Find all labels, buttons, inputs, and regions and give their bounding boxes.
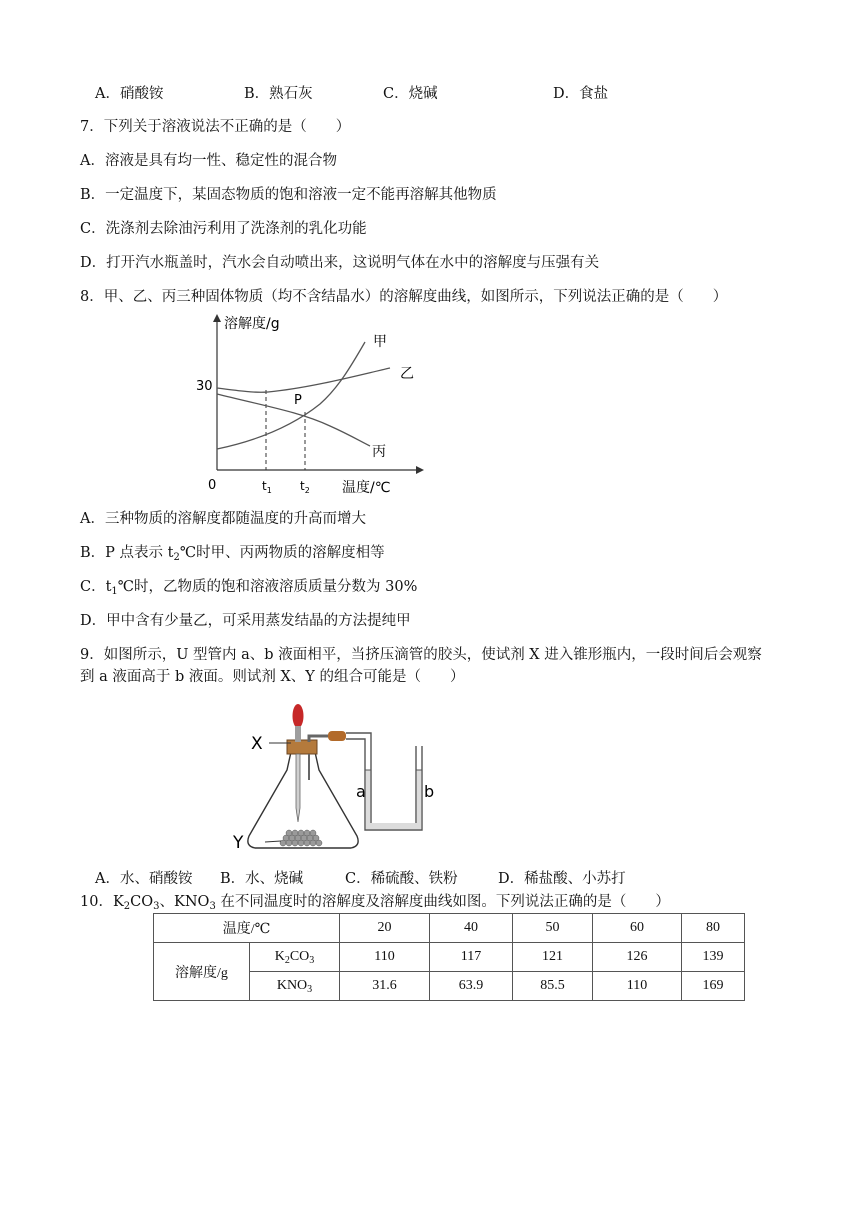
solubility-curve-graph bbox=[180, 312, 430, 502]
value-cell: 126 bbox=[593, 943, 682, 972]
label-y: Y bbox=[233, 833, 244, 853]
label-a: a bbox=[356, 782, 366, 801]
q10-stem: 10．$K_2CO_3$、$KNO_3$ 在不同温度时的溶解度及溶解度曲线如图。下列说法正确的是（ ） bbox=[80, 894, 670, 912]
q7-option-c: C．洗涤剂去除油污利用了洗涤剂的乳化功能 bbox=[80, 221, 367, 237]
q8-option-a: A．三种物质的溶解度都随温度的升高而增大 bbox=[80, 511, 366, 527]
t2-label: $t_2$ bbox=[300, 479, 310, 495]
q8-option-d: D．甲中含有少量乙，可采用蒸发结晶的方法提纯甲 bbox=[80, 613, 411, 629]
substance-kno3: $KNO_3$ bbox=[250, 972, 340, 1001]
x-axis-label: 温度/℃ bbox=[342, 480, 391, 496]
value-cell: 139 bbox=[682, 943, 745, 972]
q9-stem-line2: 到 a 液面高于 b 液面。则试剂 X、Y 的组合可能是（ ） bbox=[80, 669, 465, 685]
temp-cell: 80 bbox=[682, 914, 745, 943]
q9-option-a: A．水、硝酸铵 bbox=[95, 871, 193, 887]
q6-option-a: A．硝酸铵 bbox=[95, 86, 164, 102]
q8-option-c: C．$t_1℃$时，乙物质的饱和溶液溶质质量分数为 30% bbox=[80, 579, 418, 597]
y-axis-arrow bbox=[213, 314, 221, 322]
table-row-temperature bbox=[154, 914, 745, 943]
label-bing: 丙 bbox=[372, 444, 386, 460]
value-cell: 85.5 bbox=[513, 972, 593, 1001]
q6-option-d: D．食盐 bbox=[553, 86, 609, 102]
temp-cell: 40 bbox=[430, 914, 513, 943]
value-cell: 110 bbox=[593, 972, 682, 1001]
u-tube-outer bbox=[346, 733, 416, 824]
temp-cell: 20 bbox=[340, 914, 430, 943]
q7-option-d: D．打开汽水瓶盖时，汽水会自动喷出来，这说明气体在水中的溶解度与压强有关 bbox=[80, 255, 600, 271]
q7-stem: 7．下列关于溶液说法不正确的是（ ） bbox=[80, 119, 351, 135]
dropper-neck bbox=[295, 726, 301, 742]
label-jia: 甲 bbox=[373, 334, 387, 350]
label-yi: 乙 bbox=[400, 366, 414, 382]
value-cell: 63.9 bbox=[430, 972, 513, 1001]
q9-option-d: D．稀盐酸、小苏打 bbox=[498, 871, 626, 887]
q9-stem-line1: 9．如图所示，U 型管内 a、b 液面相平，当挤压滴管的胶头，使试剂 X 进入锥形瓶内，一段时间后会观察 bbox=[80, 647, 762, 663]
value-cell: 169 bbox=[682, 972, 745, 1001]
q8-option-b: B．P 点表示 $t_2℃$时甲、丙两物质的溶解度相等 bbox=[80, 545, 385, 563]
stopper bbox=[287, 740, 317, 754]
u-tube-apparatus bbox=[225, 696, 450, 861]
temp-cell: 50 bbox=[513, 914, 593, 943]
rubber-connector bbox=[328, 731, 346, 741]
dropper-tube bbox=[296, 754, 300, 822]
label-x: X bbox=[251, 734, 263, 754]
t1-label: $t_1$ bbox=[262, 479, 272, 495]
q6-option-c: C．烧碱 bbox=[383, 86, 438, 102]
label-b: b bbox=[424, 782, 435, 801]
curve-yi bbox=[217, 368, 390, 392]
q9-option-b: B．水、烧碱 bbox=[220, 871, 304, 887]
value-cell: 121 bbox=[513, 943, 593, 972]
dropper-bulb bbox=[293, 704, 304, 728]
u-tube-liquid bbox=[366, 770, 421, 829]
q9-option-c: C．稀硫酸、铁粉 bbox=[345, 871, 458, 887]
point-p-label: P bbox=[294, 393, 302, 408]
q7-option-a: A．溶液是具有均一性、稳定性的混合物 bbox=[80, 153, 337, 169]
solubility-table bbox=[153, 913, 745, 1001]
value-cell: 117 bbox=[430, 943, 513, 972]
y-tick-30: 30 bbox=[196, 379, 213, 394]
solid-beads bbox=[280, 830, 322, 846]
value-cell: 31.6 bbox=[340, 972, 430, 1001]
solubility-label: 溶解度/g bbox=[154, 943, 250, 1001]
y-axis-label: 溶解度/g bbox=[224, 316, 280, 332]
q7-option-b: B．一定温度下，某固态物质的饱和溶液一定不能再溶解其他物质 bbox=[80, 187, 497, 203]
curve-jia bbox=[217, 342, 365, 449]
substance-k2co3: $K_2CO_3$ bbox=[250, 943, 340, 972]
temp-header: 温度/℃ bbox=[154, 914, 340, 943]
x-axis-arrow bbox=[416, 466, 424, 474]
value-cell: 110 bbox=[340, 943, 430, 972]
temp-cell: 60 bbox=[593, 914, 682, 943]
origin-label: 0 bbox=[208, 478, 217, 493]
table-row-k2co3 bbox=[154, 943, 745, 972]
q8-stem: 8．甲、乙、丙三种固体物质（均不含结晶水）的溶解度曲线，如图所示，下列说法正确的是（ ） bbox=[80, 289, 728, 305]
q6-option-b: B．熟石灰 bbox=[244, 86, 313, 102]
